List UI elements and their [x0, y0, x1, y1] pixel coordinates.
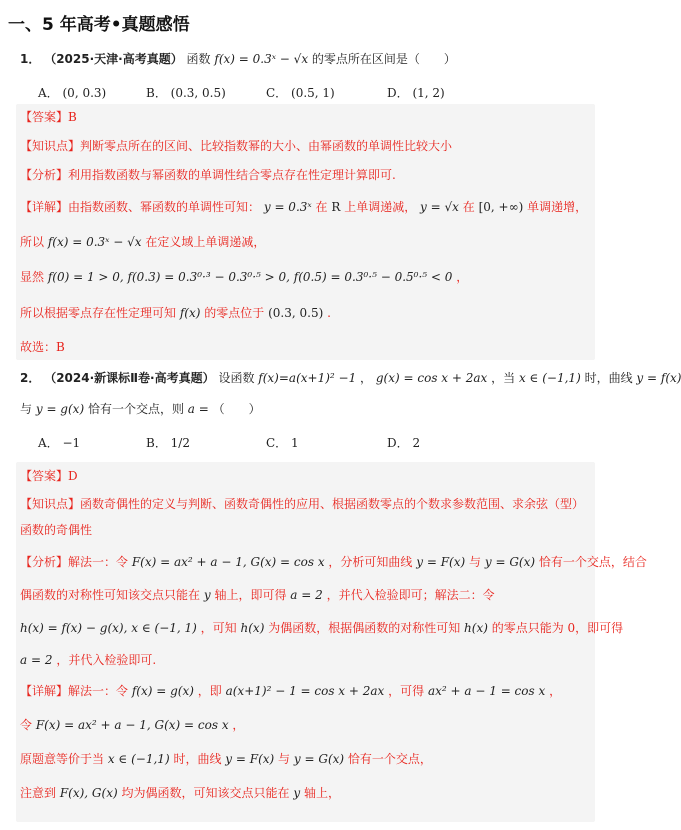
stem-text: 函数 — [186, 52, 211, 66]
option-c: C． (0.5, 1) — [266, 86, 335, 100]
detail-line-3: 原题意等价于当 x ∈ (−1,1) 时，曲线 y = F(x) 与 y = G(x) 恰有一个交点， — [20, 752, 432, 766]
stem-text: 的零点所在区间是（ ） — [311, 52, 456, 66]
option-b: B． 1/2 — [146, 436, 190, 450]
question-1-solution — [16, 104, 595, 360]
detail-line-4: 所以根据零点存在性定理可知 f(x) 的零点位于 (0.3, 0.5) . — [20, 306, 331, 320]
detail-line-1: 【详解】解法一：令 f(x) = g(x) ，即 a(x+1)² − 1 = cos x + 2ax ，可得 ax² + a − 1 = cos x ， — [20, 684, 562, 698]
option-a: A． −1 — [38, 436, 81, 450]
analysis-line-4: a = 2 ，并代入检验即可. — [20, 653, 157, 667]
question-2-stem-line-1: 2． （2024·新课标Ⅱ卷·高考真题） 设函数 f(x)=a(x+1)² −1 ， g(x) = cos x + 2ax ，当 x ∈ (−1,1) 时，曲线 y = f(x) — [20, 371, 681, 385]
question-number: 2． — [20, 371, 41, 385]
question-2-options — [38, 434, 598, 452]
section-title: 一、5 年高考•真题感悟 — [8, 15, 190, 35]
option-a: A． (0, 0.3) — [38, 86, 107, 100]
analysis-line-3: h(x) = f(x) − g(x), x ∈ (−1, 1) ，可知 h(x) 为偶函数，根据偶函数的对称性可知 h(x) 的零点只能为 0，即可得 — [20, 621, 624, 635]
option-d: D． (1, 2) — [387, 86, 445, 100]
knowledge-line: 【知识点】判断零点所在的区间、比较指数幂的大小、由幂函数的单调性比较大小 — [20, 139, 453, 153]
analysis-line-2: 偶函数的对称性可知该交点只能在 y 轴上，即可得 a = 2 ，并代入检验即可；解法二：令 — [20, 588, 495, 602]
detail-line-2: 所以 f(x) = 0.3ˣ − √x 在定义域上单调递减， — [20, 235, 266, 249]
knowledge-line-1: 【知识点】函数奇偶性的定义与判断、函数奇偶性的应用、根据函数零点的个数求参数范围、求余弦（型） — [20, 497, 585, 511]
option-d: D． 2 — [387, 436, 421, 450]
question-number: 1． — [20, 52, 41, 66]
option-b: B． (0.3, 0.5) — [146, 86, 226, 100]
detail-line-3: 显然 f(0) = 1 > 0, f(0.3) = 0.3⁰·³ − 0.3⁰·⁵ > 0, f(0.5) = 0.3⁰·⁵ − 0.5⁰·⁵ < 0 ， — [20, 270, 469, 284]
detail-line-1: 【详解】由指数函数、幂函数的单调性可知： y = 0.3ˣ 在 R 上单调递减， y = √x 在 [0, +∞) 单调递增， — [20, 200, 588, 214]
detail-line-2: 令 F(x) = ax² + a − 1, G(x) = cos x ， — [20, 718, 245, 732]
analysis-line-1: 【分析】解法一：令 F(x) = ax² + a − 1, G(x) = cos x ，分析可知曲线 y = F(x) 与 y = G(x) 恰有一个交点，结合 — [20, 555, 647, 569]
question-2-solution — [16, 462, 647, 822]
option-c: C． 1 — [266, 436, 299, 450]
detail-line-4: 注意到 F(x), G(x) 均为偶函数，可知该交点只能在 y 轴上， — [20, 786, 340, 800]
question-1-options — [38, 84, 598, 102]
question-source: （2025·天津·高考真题） — [44, 52, 183, 66]
question-2-stem-line-2: 与 y = g(x) 恰有一个交点，则 a = （ ） — [20, 402, 261, 416]
question-source: （2024·新课标Ⅱ卷·高考真题） — [44, 371, 215, 385]
analysis-line: 【分析】利用指数函数与幂函数的单调性结合零点存在性定理计算即可. — [20, 168, 396, 182]
stem-formula: f(x) = 0.3ˣ − √x — [214, 52, 309, 66]
question-1-stem — [20, 50, 456, 68]
answer-line: 【答案】B — [20, 110, 77, 124]
knowledge-line-2: 函数的奇偶性 — [20, 523, 93, 537]
answer-line: 【答案】D — [20, 469, 78, 483]
conclusion-line: 故选：B — [20, 340, 65, 354]
